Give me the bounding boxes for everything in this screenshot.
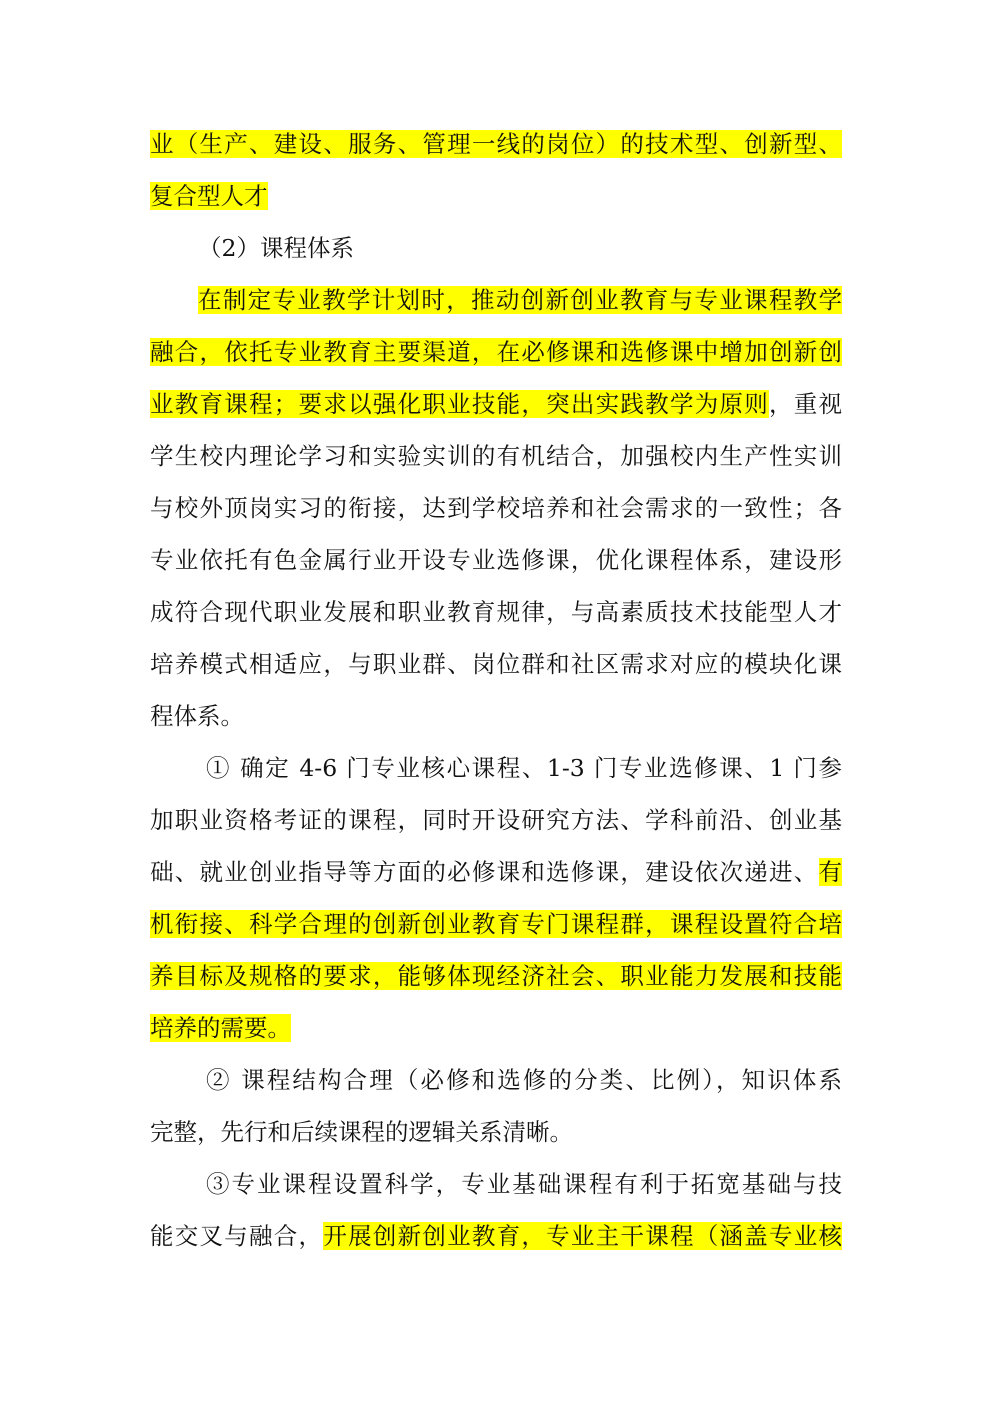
text-line — [150, 1003, 842, 1054]
text-line — [150, 327, 842, 378]
text-line — [150, 691, 842, 742]
body-text: 础、就业创业指导等方面的必修课和选修课，建设依次递进、 — [150, 858, 819, 886]
text-line — [150, 951, 842, 1002]
highlighted-text: 融合，依托专业教育主要渠道，在必修课和选修课中增加创新创 — [150, 338, 842, 366]
heading-text: （2）课程体系 — [198, 234, 354, 262]
text-line — [206, 743, 842, 794]
body-text: 程体系。 — [150, 702, 244, 730]
list-item-1-text: ① 确定 4-6 门专业核心课程、1-3 门专业选修课、1 门参 — [206, 754, 842, 782]
text-line — [150, 587, 842, 638]
text-line — [150, 1211, 842, 1262]
text-line — [150, 483, 842, 534]
highlighted-text: 开展创新创业教育，专业主干课程（涵盖专业核 — [323, 1222, 842, 1250]
text-line — [150, 899, 842, 950]
text-line — [150, 431, 842, 482]
body-text: 加职业资格考证的课程，同时开设研究方法、学科前沿、创业基 — [150, 806, 842, 834]
body-text: 与校外顶岗实习的衔接，达到学校培养和社会需求的一致性；各 — [150, 494, 842, 522]
highlighted-text: 养目标及规格的要求，能够体现经济社会、职业能力发展和技能 — [150, 962, 842, 990]
highlighted-text: 业教育课程；要求以强化职业技能，突出实践教学为原则 — [150, 390, 769, 418]
highlighted-text: 培养的需要。 — [150, 1014, 291, 1042]
body-text: 学生校内理论学习和实验实训的有机结合，加强校内生产性实训 — [150, 442, 842, 470]
body-text: 培养模式相适应，与职业群、岗位群和社区需求对应的模块化课 — [150, 650, 842, 678]
text-line — [150, 171, 842, 222]
highlighted-text: 复合型人才 — [150, 182, 268, 210]
text-line — [150, 847, 842, 898]
body-text: 能交叉与融合， — [150, 1222, 324, 1250]
body-text: ，重视 — [768, 390, 842, 418]
body-text: 专业依托有色金属行业开设专业选修课，优化课程体系，建设形 — [150, 546, 842, 574]
body-text: 完整，先行和后续课程的逻辑关系清晰。 — [150, 1118, 573, 1146]
text-line — [206, 1055, 842, 1106]
text-line — [150, 639, 842, 690]
text-line — [150, 795, 842, 846]
text-line — [150, 119, 842, 170]
list-item-3-text: ③专业课程设置科学，专业基础课程有利于拓宽基础与技 — [206, 1170, 842, 1198]
text-line — [198, 275, 842, 326]
highlighted-text: 机衔接、科学合理的创新创业教育专门课程群，课程设置符合培 — [150, 910, 842, 938]
body-text: 成符合现代职业发展和职业教育规律，与高素质技术技能型人才 — [150, 598, 842, 626]
text-line — [206, 1159, 842, 1210]
section-heading — [198, 223, 842, 274]
text-line — [150, 379, 842, 430]
highlighted-text: 在制定专业教学计划时，推动创新创业教育与专业课程教学 — [198, 286, 842, 314]
list-item-2-text: ② 课程结构合理（必修和选修的分类、比例），知识体系 — [206, 1066, 842, 1094]
text-line — [150, 535, 842, 586]
highlighted-text: 业（生产、建设、服务、管理一线的岗位）的技术型、创新型、 — [150, 130, 842, 158]
highlighted-text: 有 — [818, 858, 842, 886]
text-line — [150, 1107, 842, 1158]
